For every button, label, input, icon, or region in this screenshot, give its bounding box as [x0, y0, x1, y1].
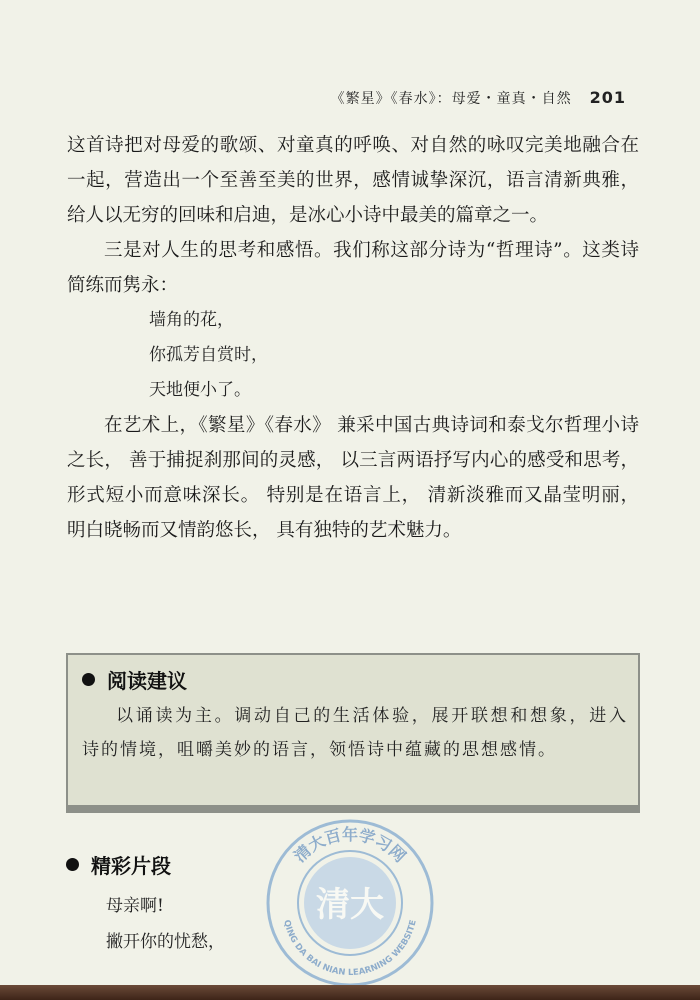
reading-advice-body [82, 699, 628, 767]
page-edge [0, 985, 700, 1000]
paragraph-1: 这首诗把对母爱的歌颂、对童真的呼唤、对自然的咏叹完美地融合在一起，营造出一个至善至美的世界，感情诚挚深沉，语言清新典雅，给人以无穷的回味和启迪，是冰心小诗中最美的篇章之一。 [67, 135, 639, 226]
svg-text:QING DA BAI NIAN LEARNING WEBS: QING DA BAI NIAN LEARNING WEBSITE [281, 918, 419, 979]
poem-line: 墙角的花， [149, 310, 234, 330]
bullet-icon [82, 673, 95, 686]
main-text [67, 128, 639, 548]
paragraph-2: 三是对人生的思考和感悟。我们称这部分诗为“哲理诗”。这类诗简练而隽永： [67, 240, 639, 296]
excerpt-line: 母亲啊! [106, 896, 164, 916]
page-number: 201 [589, 88, 626, 107]
reading-advice-heading [82, 665, 187, 694]
svg-text:清大百年学习网: 清大百年学习网 [290, 825, 410, 866]
poem-line: 你孤芳自赏时， [149, 345, 268, 365]
page-header [0, 88, 626, 108]
paragraph-3: 在艺术上，《繁星》《春水》 兼采中国古典诗词和泰戈尔哲理小诗之长， 善于捕捉刹那间的灵感， 以三言两语抒写内心的感受和思考， 形式短小而意味深长。 特别是在语言上， 清新淡雅而又晶莹明丽， 明白晓畅而又情韵悠长， 具有独特的艺术魅力。 [67, 415, 639, 541]
excerpt-line: 撇开你的忧愁， [106, 932, 225, 952]
excerpt-heading [66, 850, 171, 879]
poem-line: 天地便小了。 [149, 380, 251, 400]
header-title: 《繁星》《春水》：母爱・童真・自然 [330, 91, 572, 107]
bullet-icon [66, 858, 79, 871]
reading-advice-text: 以诵读为主。调动自己的生活体验，展开联想和想象，进入诗的情境，咀嚼美妙的语言，领悟诗中蕴藏的思想感情。 [82, 706, 628, 760]
reading-advice-title: 阅读建议 [107, 669, 187, 693]
reading-advice-box [66, 653, 640, 813]
poem-quote [67, 303, 639, 408]
watermark-stamp [265, 818, 435, 988]
excerpt-text [106, 888, 225, 960]
excerpt-title: 精彩片段 [91, 854, 171, 878]
svg-text:清大: 清大 [316, 885, 384, 925]
